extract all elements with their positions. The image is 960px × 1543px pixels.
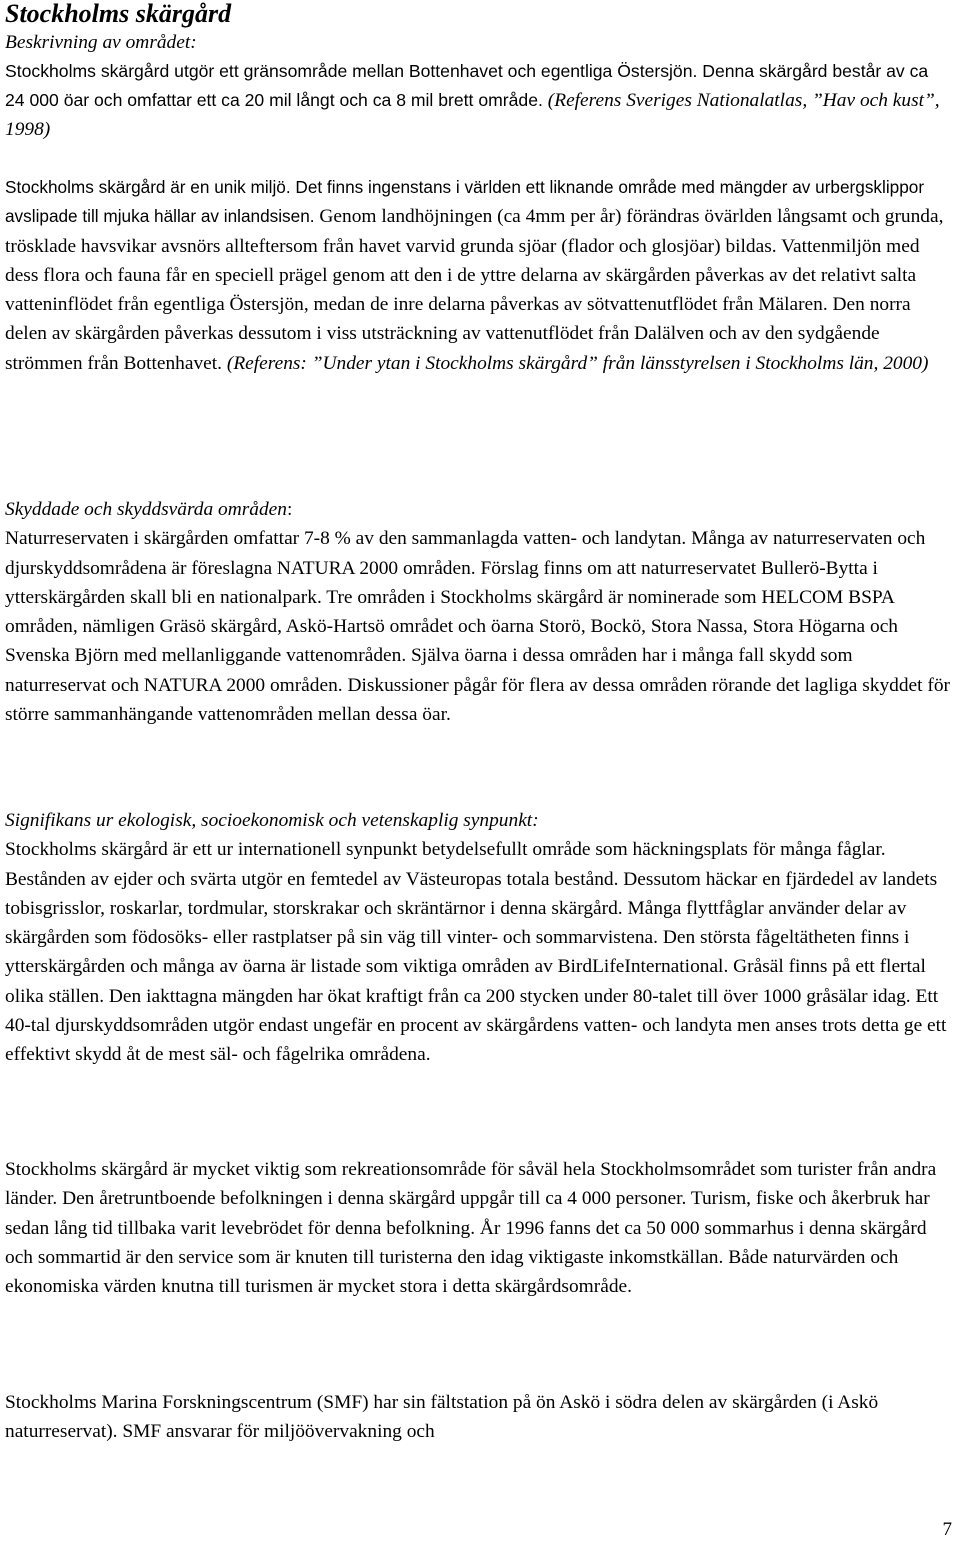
intro-reference: (Referens Sveriges Nationalatlas, ”Hav och kust”, 1998) <box>5 90 940 140</box>
intro-section <box>5 0 950 144</box>
environment-lead: Stockholms skärgård är en unik miljö. <box>5 177 291 197</box>
significance-heading: Signifikans ur ekologisk, socioekonomisk och vetenskaplig synpunkt: <box>5 810 539 831</box>
intro-text: Stockholms skärgård utgör ett gränsområde mellan Bottenhavet och egentliga Östersjön. Denna skärgård består av ca 24 000 öar och omfattar ett ca 20 mil långt och ca 8 mil brett område. <box>5 61 929 110</box>
protected-text: Naturreservaten i skärgården omfattar 7-8 % av den sammanlagda vatten- och landytan. Många av naturreservaten och djurskyddsområdena är föreslagna NATURA 2000 områden. Förslag finns om att naturreservatet Bullerö-Bytta i ytterskärgården skall bli en nationalpark. Tre områden i Stockholms skärgård är nominerade som HELCOM BSPA områden, nämligen Gräsö skärgård, Askö-Hartsö området och öarna Storö, Bockö, Stora Nassa, Stora Högarna och Svenska Björn med mellanliggande vattenområden. Själva öarna i dessa områden har i många fall skydd som naturreservat och NATURA 2000 områden. Diskussioner pågår för flera av dessa områden rörande det lagliga skyddet för större sammanhängande vattenområden mellan dessa öar. <box>5 528 950 726</box>
protected-heading-colon: : <box>287 499 293 520</box>
protected-areas-section <box>5 495 950 729</box>
intro-block <box>5 28 950 144</box>
environment-landforms: Det finns ingenstans i världen ett liknande område med mängder av urbergsklippor avslipade till mjuka hällar av inlandsisen. <box>5 177 925 227</box>
description-label: Beskrivning av området: <box>5 32 197 53</box>
recreation-text: Stockholms skärgård är mycket viktig som rekreationsområde för såväl hela Stockholmsområdet som turister från andra länder. Den åretruntboende befolkningen i denna skärgård uppgår till ca 4 000 personer. Turism, fiske och åkerbruk har sedan lång tid tillbaka varit levebrödet för denna befolkning. År 1996 fanns det ca 50 000 sommarhus i denna skärgård och sommartid är den service som är knuten till turisterna den idag viktigaste inkomstkällan. Både naturvärden och ekonomiska värden knutna till turismen är mycket stora i detta skärgårdsområde. <box>5 1159 937 1298</box>
environment-reference: (Referens: ”Under ytan i Stockholms skärgård” från länsstyrelsen i Stockholms län, 2000) <box>226 352 929 374</box>
significance-section <box>5 806 950 1070</box>
intro-paragraph <box>5 57 950 144</box>
research-section <box>5 1388 950 1447</box>
environment-paragraph <box>5 173 950 378</box>
page-title: Stockholms skärgård <box>5 0 232 28</box>
research-text: Stockholms Marina Forskningscentrum (SMF) har sin fältstation på ön Askö i södra delen av skärgården (i Askö naturreservat). SMF ansvarar för miljöövervakning och <box>5 1392 879 1443</box>
protected-heading: Skyddade och skyddsvärda områden <box>5 499 287 520</box>
significance-text: Stockholms skärgård är ett ur internationell synpunkt betydelsefullt område som häckningsplats för många fåglar. Bestånden av ejder och svärta utgör en femtedel av Västeuropas totala bestånd. Dessutom häckar en fjärdedel av landets tobisgrisslor, roskarlar, tordmular, storskrakar och skräntärnor i denna skärgård. Många flyttfåglar använder delar av skärgården som födosöks- eller rastplatser på sin väg till vinter- och sommarvistena. Den största fågeltätheten finns i ytterskärgården och många av öarna är listade som viktiga områden av BirdLifeInternational. Gråsäl finns på ett flertal olika ställen. Den iakttagna mängden har ökat kraftigt från ca 200 stycken under 80-talet till över 1000 gråsälar idag. Ett 40-tal djurskyddsområden utgör endast ungefär en procent av skärgårdens vatten- och landyta men anses trots detta ge ett effektivt skydd åt de mest säl- och fågelrika områdena. <box>5 839 947 1066</box>
page-number: 7 <box>942 1519 952 1540</box>
environment-details: Genom landhöjningen (ca 4mm per år) förändras övärlden långsamt och grunda, trösklade havsvikar avsnörs allteftersom från havet varvid grunda sjöar (flador och glosjöar) bildas. Vattenmiljön med dess flora och fauna får en speciell prägel genom att den i de yttre delarna av skärgården påverkas av det relativt salta vatteninflödet från egentliga Östersjön, medan de inre delarna påverkas av sötvattenutflödet från Mälaren. Den norra delen av skärgården påverkas dessutom i viss utsträckning av vattenutflödet från Dalälven och av den sydgående strömmen från Bottenhavet. <box>5 206 944 374</box>
protected-heading-line <box>5 495 950 524</box>
recreation-section <box>5 1155 950 1301</box>
